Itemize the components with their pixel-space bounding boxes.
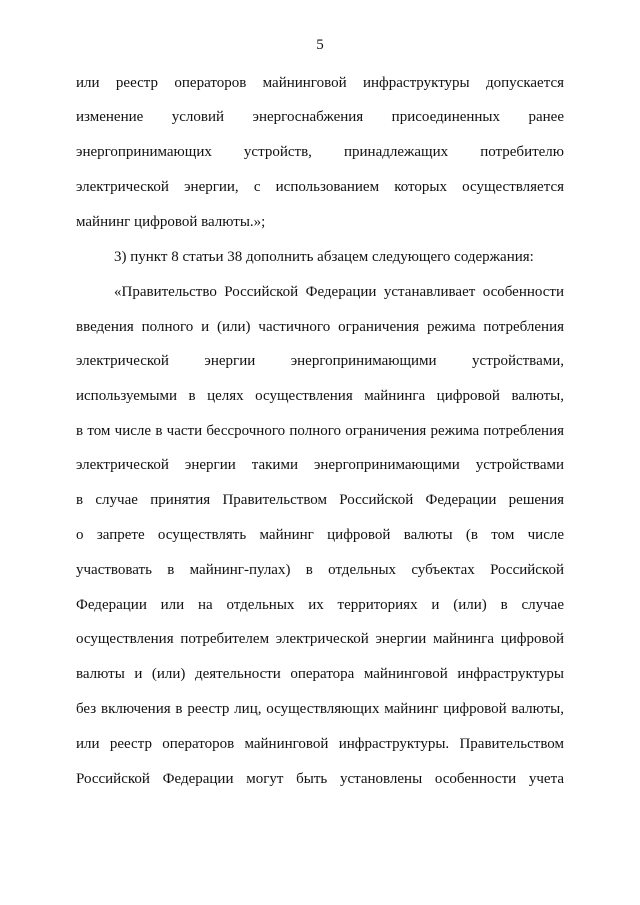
text-line: электрической энергии такими энергопринимающими устройствами xyxy=(76,457,564,473)
text-line: используемыми в целях осуществления майнинга цифровой валюты, xyxy=(76,388,564,404)
text-line: в случае принятия Правительством Российской Федерации решения xyxy=(76,492,564,508)
page-number: 5 xyxy=(316,37,324,53)
text-line: в том числе в части бессрочного полного ограничения режима потребления xyxy=(76,423,564,439)
text-line: введения полного и (или) частичного ограничения режима потребления xyxy=(76,319,564,335)
text-line: 3) пункт 8 статьи 38 дополнить абзацем следующего содержания: xyxy=(114,249,534,265)
text-line: без включения в реестр лиц, осуществляющих майнинг цифровой валюты, xyxy=(76,701,564,717)
text-line: Федерации или на отдельных их территориях и (или) в случае xyxy=(76,597,564,613)
text-line: валюты и (или) деятельности оператора майнинговой инфраструктуры xyxy=(76,666,564,682)
text-line: Российской Федерации могут быть установлены особенности учета xyxy=(76,771,564,787)
text-line: майнинг цифровой валюты.»; xyxy=(76,214,266,230)
text-line: электрической энергии, с использованием которых осуществляется xyxy=(76,179,564,195)
text-line: или реестр операторов майнинговой инфраструктуры. Правительством xyxy=(76,736,564,752)
text-line: осуществления потребителем электрической энергии майнинга цифровой xyxy=(76,631,564,647)
text-line: участвовать в майнинг-пулах) в отдельных субъектах Российской xyxy=(76,562,564,578)
text-line: или реестр операторов майнинговой инфраструктуры допускается xyxy=(76,75,564,91)
text-line: энергопринимающих устройств, принадлежащих потребителю xyxy=(76,144,564,160)
text-line: электрической энергии энергопринимающими устройствами, xyxy=(76,353,564,369)
text-line: «Правительство Российской Федерации устанавливает особенности xyxy=(114,284,564,300)
text-line: о запрете осуществлять майнинг цифровой валюты (в том числе xyxy=(76,527,564,543)
text-line: изменение условий энергоснабжения присоединенных ранее xyxy=(76,109,564,125)
